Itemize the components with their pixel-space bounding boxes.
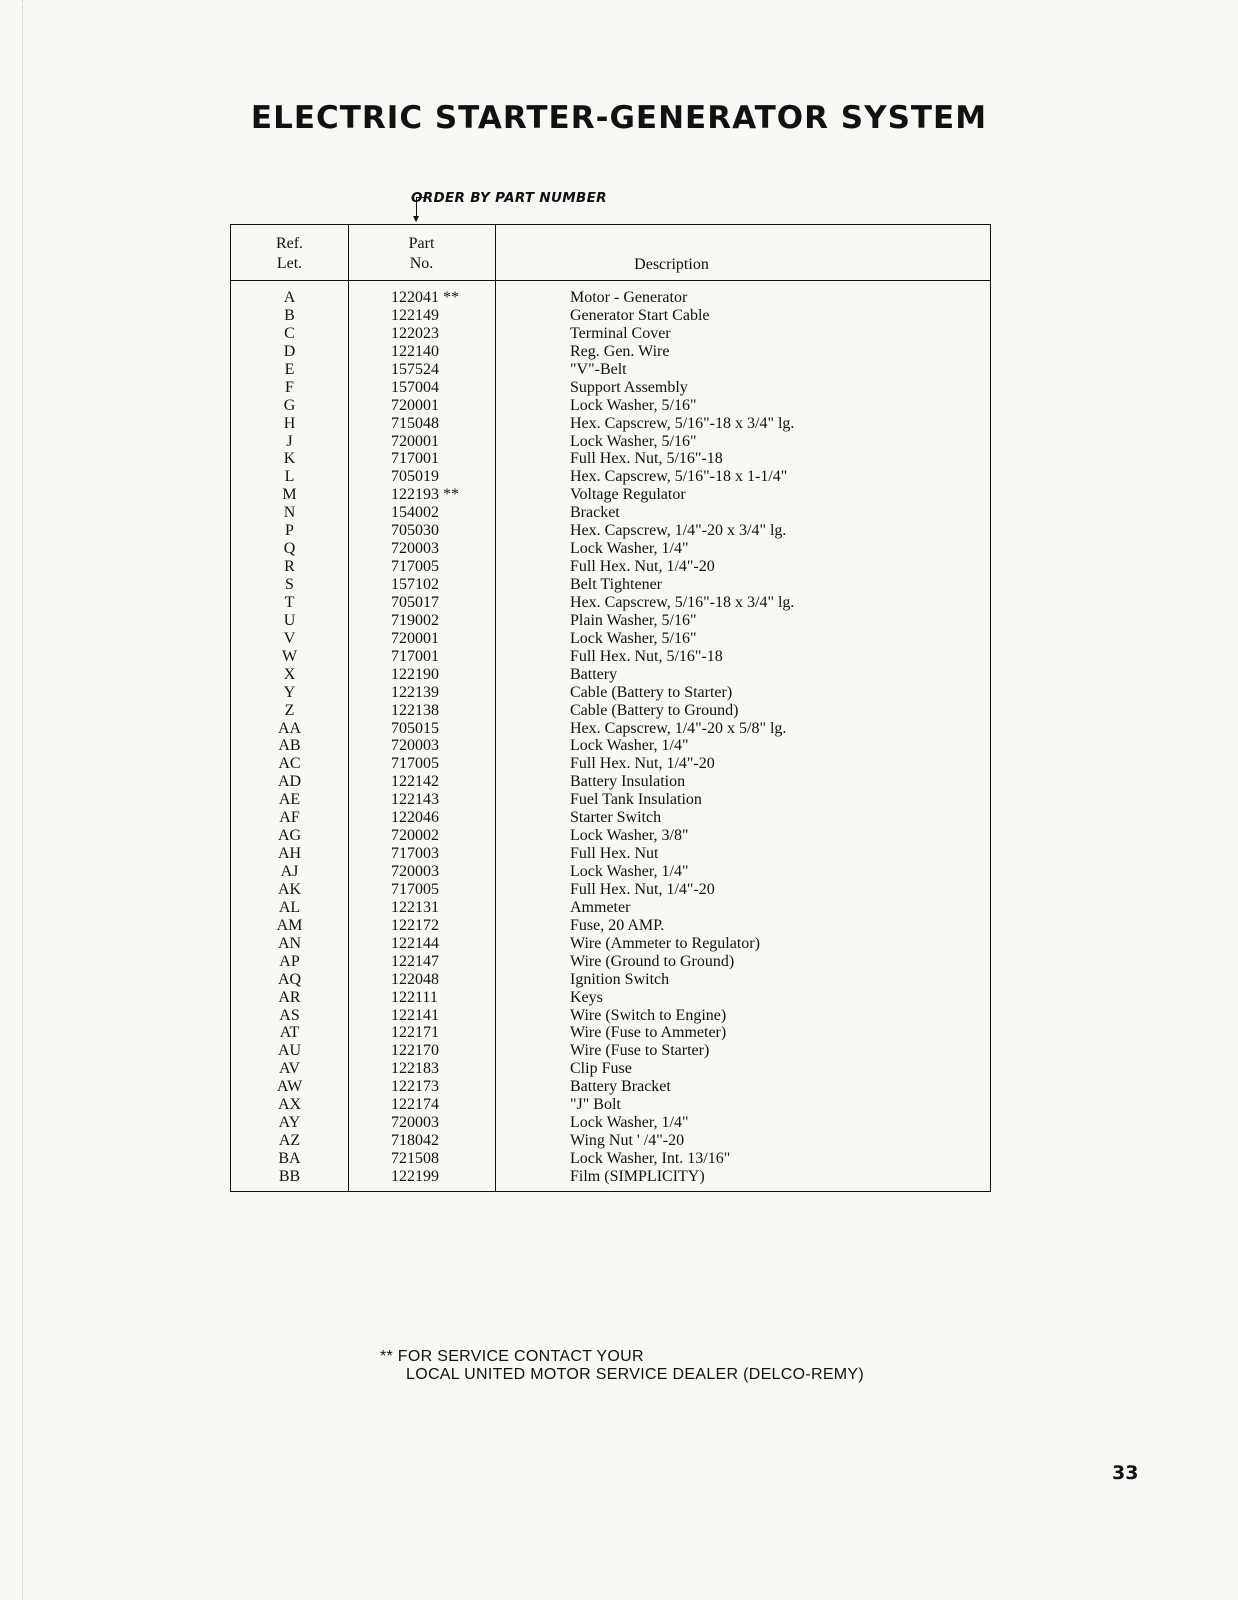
ref-letter: BB: [278, 1167, 301, 1185]
table-row: [231, 1132, 990, 1150]
part-number: 122199: [391, 1167, 439, 1185]
ref-letter: R: [284, 558, 295, 576]
order-note: ORDER BY PART NUMBER: [411, 190, 607, 206]
part-description: Wire (Ammeter to Regulator): [570, 934, 760, 952]
table-row: [231, 917, 990, 935]
ref-letter: AC: [278, 755, 301, 773]
part-number: 720003: [391, 1114, 439, 1132]
part-description: Bracket: [570, 504, 620, 522]
part-number: 717001: [391, 647, 439, 665]
part-number: 122111: [391, 988, 438, 1006]
ref-letter: E: [284, 360, 295, 378]
ref-letter: P: [285, 522, 294, 540]
table-row: [231, 1007, 990, 1025]
table-row: [231, 325, 990, 343]
table-row: [231, 971, 990, 989]
table-row: [231, 450, 990, 468]
ref-letter: N: [283, 504, 296, 522]
part-number: 157102: [391, 576, 439, 593]
part-number: 122041 **: [391, 289, 459, 306]
footnote-line-1: ** FOR SERVICE CONTACT YOUR: [380, 1348, 644, 1365]
footnote-line-2: LOCAL UNITED MOTOR SERVICE DEALER (DELCO-REMY): [406, 1366, 865, 1383]
part-description: Wire (Ground to Ground): [570, 952, 735, 970]
part-description: Cable (Battery to Ground): [570, 701, 739, 719]
part-number: 720001: [391, 629, 439, 647]
ref-letter: AT: [279, 1024, 300, 1042]
ref-letter: AY: [278, 1114, 301, 1132]
table-row: [231, 558, 990, 576]
part-number: 122141: [391, 1006, 439, 1024]
table-row: [231, 486, 990, 504]
part-description: Lock Washer, 5/16": [570, 396, 697, 414]
table-row: [231, 899, 990, 917]
table-row: [231, 522, 990, 540]
part-number: 122147: [391, 952, 439, 970]
part-number: 122172: [391, 916, 439, 934]
part-number: 720001: [391, 432, 439, 450]
header-ref-let: [231, 234, 348, 274]
table-row: [231, 1042, 990, 1060]
ref-letter: F: [285, 378, 294, 396]
part-description: Battery: [570, 665, 618, 683]
part-description: Full Hex. Nut, 1/4"-20: [570, 755, 715, 773]
table-row: [231, 737, 990, 755]
ref-letter: AZ: [278, 1132, 301, 1150]
part-number: 122138: [391, 701, 439, 719]
part-number: 157524: [391, 360, 439, 378]
ref-letter: AQ: [277, 970, 302, 988]
part-number: 705017: [391, 593, 439, 611]
table-row: [231, 935, 990, 953]
ref-letter: AL: [278, 898, 301, 916]
ref-letter: L: [284, 468, 295, 486]
ref-letter: AJ: [280, 863, 299, 880]
table-row: [231, 989, 990, 1007]
table-row: [231, 504, 990, 522]
ref-letter: AR: [278, 988, 301, 1006]
ref-letter: AN: [277, 934, 302, 952]
part-number: 122139: [391, 683, 439, 701]
table-row: [231, 379, 990, 397]
table-row: [231, 863, 990, 881]
table-row: [231, 1078, 990, 1096]
part-number: 715048: [391, 414, 439, 432]
part-number: 705030: [391, 522, 439, 540]
part-description: Fuse, 20 AMP.: [570, 916, 665, 934]
table-row: [231, 415, 990, 433]
part-number: 122190: [391, 665, 439, 683]
table-row: [231, 773, 990, 791]
header-part-line1: Part: [408, 235, 435, 252]
ref-letter: C: [284, 324, 295, 342]
part-number: 154002: [391, 504, 439, 522]
part-description: Terminal Cover: [570, 324, 671, 342]
part-number: 122023: [391, 324, 439, 342]
header-ref-line2: Let.: [276, 255, 303, 272]
ref-letter: AS: [279, 1006, 300, 1024]
part-description: Film (SIMPLICITY): [570, 1167, 705, 1185]
ref-letter: W: [281, 647, 298, 665]
part-number: 720002: [391, 827, 439, 845]
ref-letter: X: [283, 665, 296, 683]
part-number: 122183: [391, 1060, 439, 1078]
part-number: 720003: [391, 863, 439, 880]
part-description: Lock Washer, 5/16": [570, 629, 697, 647]
ref-letter: AB: [278, 737, 301, 755]
part-number: 719002: [391, 611, 439, 629]
part-description: Plain Washer, 5/16": [570, 611, 697, 629]
ref-letter: T: [284, 593, 295, 611]
part-description: Lock Washer, Int. 13/16": [570, 1150, 731, 1167]
table-row: [231, 433, 990, 451]
part-description: Clip Fuse: [570, 1060, 632, 1078]
ref-letter: AD: [277, 773, 302, 791]
ref-letter: AW: [276, 1078, 303, 1096]
ref-letter: AK: [277, 880, 302, 898]
part-number: 122048: [391, 970, 439, 988]
ref-letter: AH: [277, 845, 302, 863]
part-description: Wire (Fuse to Starter): [570, 1042, 710, 1060]
part-number: 717003: [391, 845, 439, 863]
table-row: [231, 630, 990, 648]
header-part-line2: No.: [409, 255, 434, 272]
ref-letter: D: [283, 342, 296, 360]
ref-letter: J: [286, 432, 293, 450]
table-row: [231, 1024, 990, 1042]
ref-letter: S: [285, 576, 294, 593]
part-description: Hex. Capscrew, 5/16"-18 x 3/4" lg.: [570, 414, 795, 432]
table-row: [231, 809, 990, 827]
part-number: 122142: [391, 773, 439, 791]
table-row: [231, 397, 990, 415]
header-rule: [231, 280, 990, 281]
part-number: 122173: [391, 1078, 439, 1096]
table-row: [231, 343, 990, 361]
part-number: 122144: [391, 934, 439, 952]
table-row: [231, 881, 990, 899]
part-description: Battery Bracket: [570, 1078, 671, 1096]
part-number: 717005: [391, 755, 439, 773]
part-number: 122170: [391, 1042, 439, 1060]
part-description: Starter Switch: [570, 809, 662, 827]
ref-letter: AG: [277, 827, 302, 845]
part-number: 721508: [391, 1150, 439, 1167]
part-description: Reg. Gen. Wire: [570, 342, 670, 360]
ref-letter: Z: [284, 701, 295, 719]
ref-letter: AA: [277, 719, 302, 737]
part-description: Generator Start Cable: [570, 306, 710, 324]
parts-table: [230, 224, 991, 1192]
ref-letter: AM: [276, 916, 303, 934]
ref-letter: Y: [283, 683, 296, 701]
table-row: [231, 594, 990, 612]
part-description: Wing Nut ' /4"-20: [570, 1132, 685, 1150]
table-row: [231, 845, 990, 863]
part-number: 157004: [391, 378, 439, 396]
table-row: [231, 648, 990, 666]
part-number: 122171: [391, 1024, 439, 1042]
part-description: Hex. Capscrew, 5/16"-18 x 1-1/4": [570, 468, 788, 486]
table-row: [231, 791, 990, 809]
page-title: ELECTRIC STARTER-GENERATOR SYSTEM: [250, 100, 988, 136]
part-description: "V"-Belt: [570, 360, 627, 378]
page-edge-mark: [22, 0, 23, 1600]
part-description: Hex. Capscrew, 5/16"-18 x 3/4" lg.: [570, 593, 795, 611]
ref-letter: AE: [278, 791, 301, 809]
part-description: Battery Insulation: [570, 773, 686, 791]
ref-letter: AX: [277, 1096, 302, 1114]
table-row: [231, 1096, 990, 1114]
table-row: [231, 307, 990, 325]
ref-letter: K: [283, 450, 296, 468]
part-description: Ignition Switch: [570, 970, 670, 988]
table-row: [231, 1168, 990, 1186]
part-number: 122174: [391, 1096, 439, 1114]
ref-letter: Q: [283, 540, 296, 558]
part-number: 705019: [391, 468, 439, 486]
part-description: Wire (Switch to Engine): [570, 1006, 727, 1024]
service-footnote: [380, 1348, 864, 1384]
part-number: 122046: [391, 809, 439, 827]
part-description: Voltage Regulator: [570, 486, 686, 504]
part-description: Full Hex. Nut, 5/16"-18: [570, 647, 723, 665]
part-description: Wire (Fuse to Ammeter): [570, 1024, 727, 1042]
part-description: Lock Washer, 1/4": [570, 540, 689, 558]
table-row: [231, 755, 990, 773]
page-number: 33: [1112, 1462, 1139, 1484]
ref-letter: G: [283, 396, 296, 414]
table-row: [231, 666, 990, 684]
part-number: 720003: [391, 540, 439, 558]
part-description: Lock Washer, 5/16": [570, 432, 697, 450]
part-description: Lock Washer, 1/4": [570, 863, 689, 880]
part-number: 717005: [391, 880, 439, 898]
part-number: 720003: [391, 737, 439, 755]
table-row: [231, 468, 990, 486]
table-row: [231, 361, 990, 379]
table-row: [231, 684, 990, 702]
part-description: Lock Washer, 3/8": [570, 827, 689, 845]
ref-letter: U: [283, 611, 296, 629]
table-row: [231, 1150, 990, 1168]
table-row: [231, 540, 990, 558]
table-row: [231, 1060, 990, 1078]
header-ref-line1: Ref.: [275, 235, 304, 252]
part-description: Hex. Capscrew, 1/4"-20 x 5/8" lg.: [570, 719, 787, 737]
ref-letter: AU: [277, 1042, 302, 1060]
part-number: 720001: [391, 396, 439, 414]
ref-letter: B: [284, 306, 295, 324]
table-row: [231, 289, 990, 307]
ref-letter: A: [283, 289, 296, 306]
table-row: [231, 612, 990, 630]
part-description: Full Hex. Nut, 1/4"-20: [570, 880, 715, 898]
part-number: 717001: [391, 450, 439, 468]
part-description: Lock Washer, 1/4": [570, 1114, 689, 1132]
ref-letter: AF: [279, 809, 300, 827]
part-description: Full Hex. Nut, 5/16"-18: [570, 450, 723, 468]
part-description: Cable (Battery to Starter): [570, 683, 733, 701]
header-part-no: [348, 234, 495, 274]
table-row: [231, 576, 990, 594]
part-description: Full Hex. Nut: [570, 845, 659, 863]
ref-letter: M: [282, 486, 297, 504]
table-row: [231, 827, 990, 845]
table-row: [231, 1114, 990, 1132]
part-number: 718042: [391, 1132, 439, 1150]
part-description: Belt Tightener: [570, 576, 663, 593]
table-row: [231, 702, 990, 720]
part-description: Keys: [570, 988, 603, 1006]
part-description: Ammeter: [570, 898, 631, 916]
part-description: Motor - Generator: [570, 289, 688, 306]
ref-letter: H: [283, 414, 296, 432]
part-description: Fuel Tank Insulation: [570, 791, 702, 809]
part-number: 122140: [391, 342, 439, 360]
part-description: Hex. Capscrew, 1/4"-20 x 3/4" lg.: [570, 522, 787, 540]
ref-letter: V: [283, 629, 296, 647]
parts-rows: [231, 289, 990, 1186]
part-number: 122193 **: [391, 486, 459, 504]
part-number: 122149: [391, 306, 439, 324]
table-row: [231, 720, 990, 738]
ref-letter: AV: [278, 1060, 301, 1078]
ref-letter: AP: [279, 952, 300, 970]
ref-letter: BA: [278, 1150, 301, 1167]
part-description: "J" Bolt: [570, 1096, 621, 1114]
table-row: [231, 953, 990, 971]
header-description: Description: [634, 256, 709, 273]
part-description: Full Hex. Nut, 1/4"-20: [570, 558, 715, 576]
part-number: 717005: [391, 558, 439, 576]
part-description: Support Assembly: [570, 378, 688, 396]
part-number: 122131: [391, 898, 439, 916]
part-description: Lock Washer, 1/4": [570, 737, 689, 755]
part-number: 705015: [391, 719, 439, 737]
part-number: 122143: [391, 791, 439, 809]
